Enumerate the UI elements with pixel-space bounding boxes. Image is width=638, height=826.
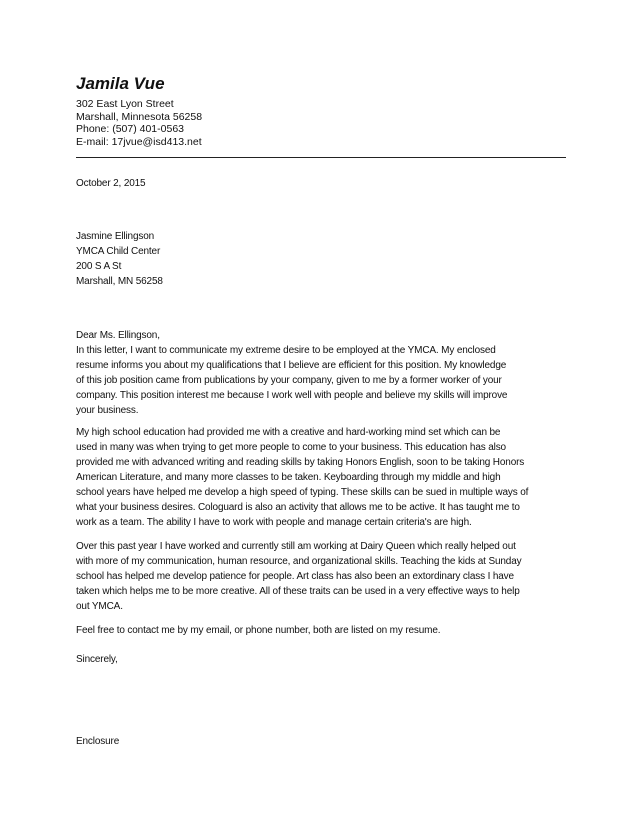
paragraph-line: Over this past year I have worked and currently still am working at Dairy Queen which really helped out [76, 541, 516, 552]
recipient-name: Jasmine Ellingson [76, 231, 155, 242]
paragraph-line: with more of my communication, human resource, and organizational skills. Teaching the kids at Sunday [76, 556, 522, 567]
recipient-city: Marshall, MN 56258 [76, 276, 163, 287]
recipient-block [76, 229, 566, 289]
recipient-street: 200 S A St [76, 261, 122, 272]
paragraph-line: resume informs you about my qualifications that I believe are efficient for this position. My knowledge [76, 360, 507, 371]
paragraph-line: American Literature, and many more classes to be taken. Keyboarding through my middle and high [76, 472, 501, 483]
paragraph-line: what your business desires. Cologuard is also an activity that allows me to be active. It has taught me to [76, 502, 520, 513]
letterhead [76, 74, 566, 148]
sender-address-line1: 302 East Lyon Street [76, 98, 174, 110]
paragraph-line: My high school education had provided me with a creative and hard-working mind set which can be [76, 427, 501, 438]
sender-email: E-mail: 17jvue@isd413.net [76, 135, 202, 148]
paragraph-line: Feel free to contact me by my email, or phone number, both are listed on my resume. [76, 625, 441, 636]
paragraph-line: company. This position interest me because I work well with people and believe my skills will improve [76, 390, 508, 401]
recipient-organization: YMCA Child Center [76, 246, 161, 257]
paragraph-line: provided me with advanced writing and reading skills by taking Honors English, soon to be taking Honors [76, 457, 525, 468]
paragraph-line: used in many was when trying to get more people to come to your business. This education has also [76, 442, 506, 453]
paragraph-line: out YMCA. [76, 601, 123, 612]
paragraph-line: your business. [76, 405, 139, 416]
paragraph-line: work as a team. The ability I have to work with people and manage certain criteria's are high. [76, 517, 472, 528]
sender-phone: Phone: (507) 401-0563 [76, 123, 184, 135]
closing: Sincerely, [76, 654, 118, 665]
paragraph-line: school years have helped me develop a high speed of typing. These skills can be sued in multiple ways of [76, 487, 529, 498]
paragraph-4 [76, 623, 566, 638]
paragraph-2 [76, 425, 566, 530]
paragraph-3 [76, 539, 566, 614]
paragraph-line: In this letter, I want to communicate my extreme desire to be employed at the YMCA. My enclosed [76, 345, 496, 356]
paragraph-line: of this job position came from publications by your company, given to me by a former worker of your [76, 375, 502, 386]
paragraph-line: school has helped me develop patience for people. Art class has also been an extordinary class I have [76, 571, 514, 582]
paragraph-1 [76, 343, 566, 418]
enclosure-note: Enclosure [76, 736, 120, 747]
sender-address-line2: Marshall, Minnesota 56258 [76, 110, 203, 123]
header-divider [76, 157, 566, 158]
letter-date: October 2, 2015 [76, 178, 146, 189]
salutation: Dear Ms. Ellingson, [76, 330, 160, 341]
sender-name: Jamila Vue [76, 74, 165, 93]
paragraph-line: taken which helps me to be more creative. All of these traits can be used in a very effective ways to help [76, 586, 520, 597]
